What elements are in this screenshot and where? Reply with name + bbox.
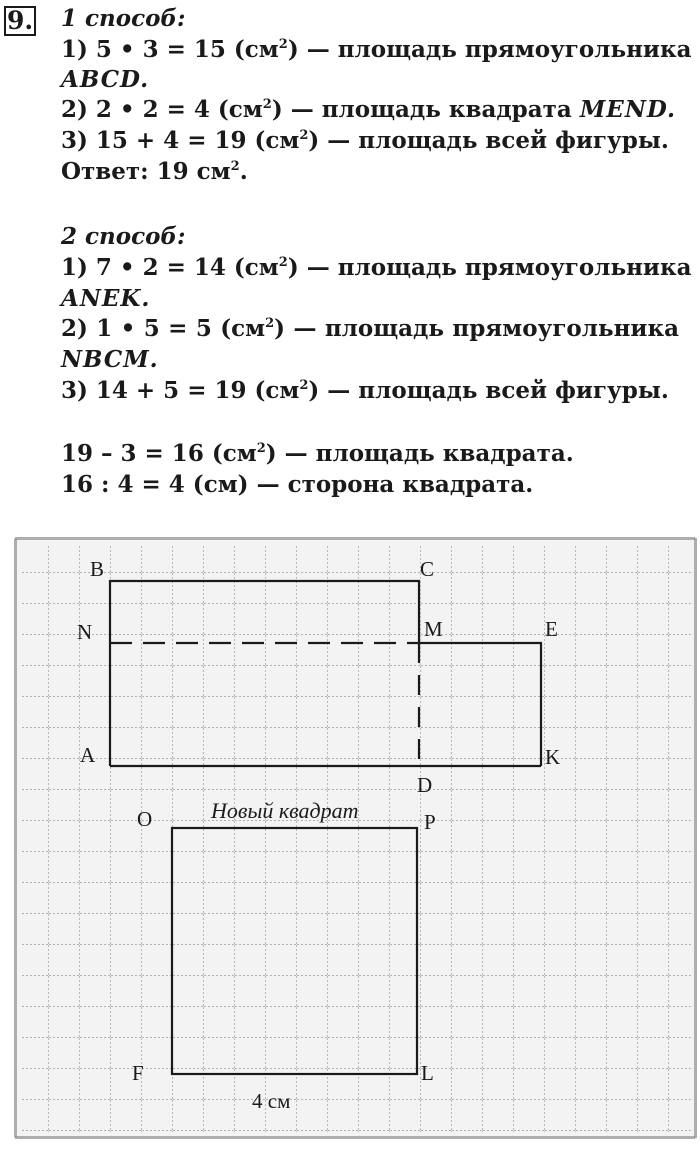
method1-step1-rect-name: ABCD. (61, 66, 150, 93)
label-e: E (545, 617, 558, 641)
method1-step2: 2) 2 • 2 = 4 $(см^2)$ — площадь квадрата MEND. (61, 96, 676, 123)
new-square-caption: Новый квадрат (211, 798, 359, 823)
grid-paper (20, 544, 691, 1132)
method2-heading: 2 способ: (61, 223, 186, 250)
method1-heading: 1 способ: (61, 5, 186, 32)
method1-step3: 3) 15 + 4 = 19 $(см^2)$ — площадь всей фигуры. (61, 127, 669, 154)
label-p: P (424, 810, 436, 834)
label-b: B (90, 557, 105, 581)
label-a: A (80, 743, 96, 767)
label-f: F (132, 1061, 144, 1085)
label-n: N (77, 620, 93, 644)
method2-step1: 1) 7 • 2 = 14 $(см^2)$ — площадь прямоугольника (61, 254, 692, 281)
label-o: O (137, 807, 153, 831)
method1-step1: 1) 5 • 3 = 15 $(см^2)$ — площадь прямоугольника (61, 36, 692, 63)
method2-step2: 2) 1 • 5 = 5 $(см^2)$ — площадь прямоугольника (61, 315, 679, 342)
method1-answer: Ответ: 19 $см^2$. (61, 158, 248, 185)
method2-step3: 3) 14 + 5 = 19 $(см^2)$ — площадь всей фигуры. (61, 377, 669, 404)
label-c: C (420, 557, 435, 581)
label-k: K (545, 745, 561, 769)
calc-square-side: 16 : 4 = 4 (см) — сторона квадрата. (61, 471, 534, 498)
side-length-label: 4 см (252, 1089, 291, 1113)
grid-figure (14, 537, 697, 1139)
label-l: L (421, 1061, 434, 1085)
calc-square-area: 19 – 3 = 16 $(см^2)$ — площадь квадрата. (61, 440, 574, 467)
label-d: D (417, 773, 433, 797)
label-m: M (424, 617, 443, 641)
method2-step1-rect-name: ANEK. (61, 285, 151, 312)
task-number: 9. (4, 6, 36, 36)
method2-step2-rect-name: NBCM. (61, 346, 159, 373)
grid-figure-svg (14, 537, 697, 1139)
